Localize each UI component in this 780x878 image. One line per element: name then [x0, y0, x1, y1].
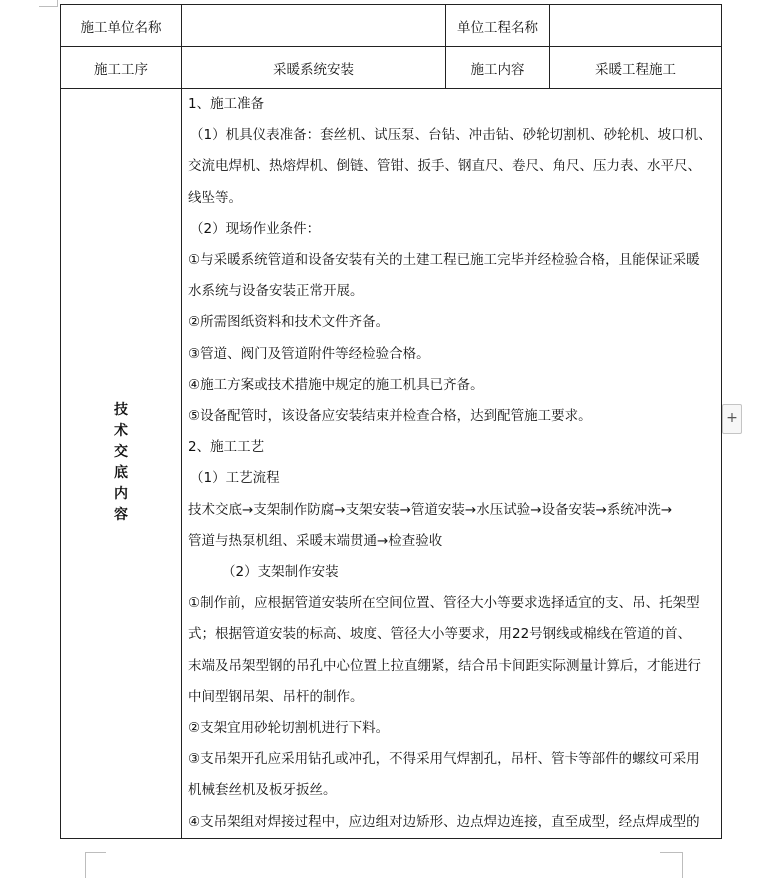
content-line: ③支吊架开孔应采用钻孔或冲孔，不得采用气焊割孔，吊杆、管卡等部件的螺纹可采用 — [188, 751, 700, 768]
content-line: 机械套丝机及板牙扳丝。 — [188, 782, 337, 799]
page-corner-mark — [660, 852, 683, 878]
content-line: ③管道、阀门及管道附件等经检验合格。 — [188, 345, 430, 362]
content-line: ①制作前，应根据管道安装所在空间位置、管径大小等要求选择适宜的支、吊、托架型 — [188, 595, 700, 612]
process-value[interactable]: 采暖系统安装 — [182, 47, 446, 89]
content-line: 水系统与设备安装正常开展。 — [188, 283, 364, 300]
content-line: 末端及吊架型钢的吊孔中心位置上拉直绷紧，结合吊卡间距实际测量计算后，才能进行 — [188, 657, 701, 674]
unit-name-label: 施工单位名称 — [61, 5, 182, 47]
header-row-2 — [61, 47, 722, 89]
technical-disclosure-label-cell — [61, 89, 182, 839]
body-row — [61, 89, 722, 839]
content-line: 式；根据管道安装的标高、坡度、管径大小等要求，用22号钢线或棉线在管道的首、 — [188, 626, 692, 643]
project-name-label: 单位工程名称 — [446, 5, 550, 47]
content-line: （2）现场作业条件： — [190, 220, 321, 237]
unit-name-value[interactable] — [182, 5, 446, 47]
content-value[interactable]: 采暖工程施工 — [550, 47, 722, 89]
project-name-value[interactable] — [550, 5, 722, 47]
add-row-button[interactable]: + — [722, 404, 742, 434]
construction-disclosure-table — [60, 4, 722, 839]
content-line: 管道与热泵机组、采暖末端贯通→检查验收 — [188, 532, 443, 549]
content-line: 2、施工工艺 — [188, 439, 265, 456]
content-line: 中间型钢吊架、吊杆的制作。 — [188, 688, 364, 705]
content-label: 施工内容 — [446, 47, 550, 89]
content-line: ②支架宜用砂轮切割机进行下料。 — [188, 720, 390, 737]
page-corner-mark — [85, 852, 106, 878]
page-corner-mark — [39, 0, 58, 7]
content-line: ①与采暖系统管道和设备安装有关的土建工程已施工完毕并经检验合格，且能保证采暖 — [188, 252, 700, 269]
process-label: 施工工序 — [61, 47, 182, 89]
header-row-1 — [61, 5, 722, 47]
disclosure-content[interactable] — [182, 89, 722, 839]
content-line: ②所需图纸资料和技术文件齐备。 — [188, 314, 390, 331]
content-line: （2）支架制作安装 — [222, 564, 339, 581]
content-line: （1）机具仪表准备：套丝机、试压泵、台钻、冲击钻、砂轮切割机、砂轮机、坡口机、 — [190, 127, 712, 144]
content-line: 1、施工准备 — [188, 96, 265, 112]
technical-disclosure-label: 技术交底内容 — [114, 402, 128, 524]
content-line: （1）工艺流程 — [190, 470, 280, 487]
content-line: 线坠等。 — [188, 189, 242, 206]
content-line: 技术交底→支架制作防腐→支架安装→管道安装→水压试验→设备安装→系统冲洗→ — [188, 501, 673, 518]
content-line: ④支吊架组对焊接过程中，应边组对边矫形、边点焊边连接，直至成型，经点焊成型的 — [188, 813, 700, 830]
content-line: 交流电焊机、热熔焊机、倒链、管钳、扳手、钢直尺、卷尺、角尺、压力表、水平尺、 — [188, 158, 701, 175]
content-line: ④施工方案或技术措施中规定的施工机具已齐备。 — [188, 376, 484, 393]
content-line: ⑤设备配管时，该设备应安装结束并检查合格，达到配管施工要求。 — [188, 408, 592, 425]
